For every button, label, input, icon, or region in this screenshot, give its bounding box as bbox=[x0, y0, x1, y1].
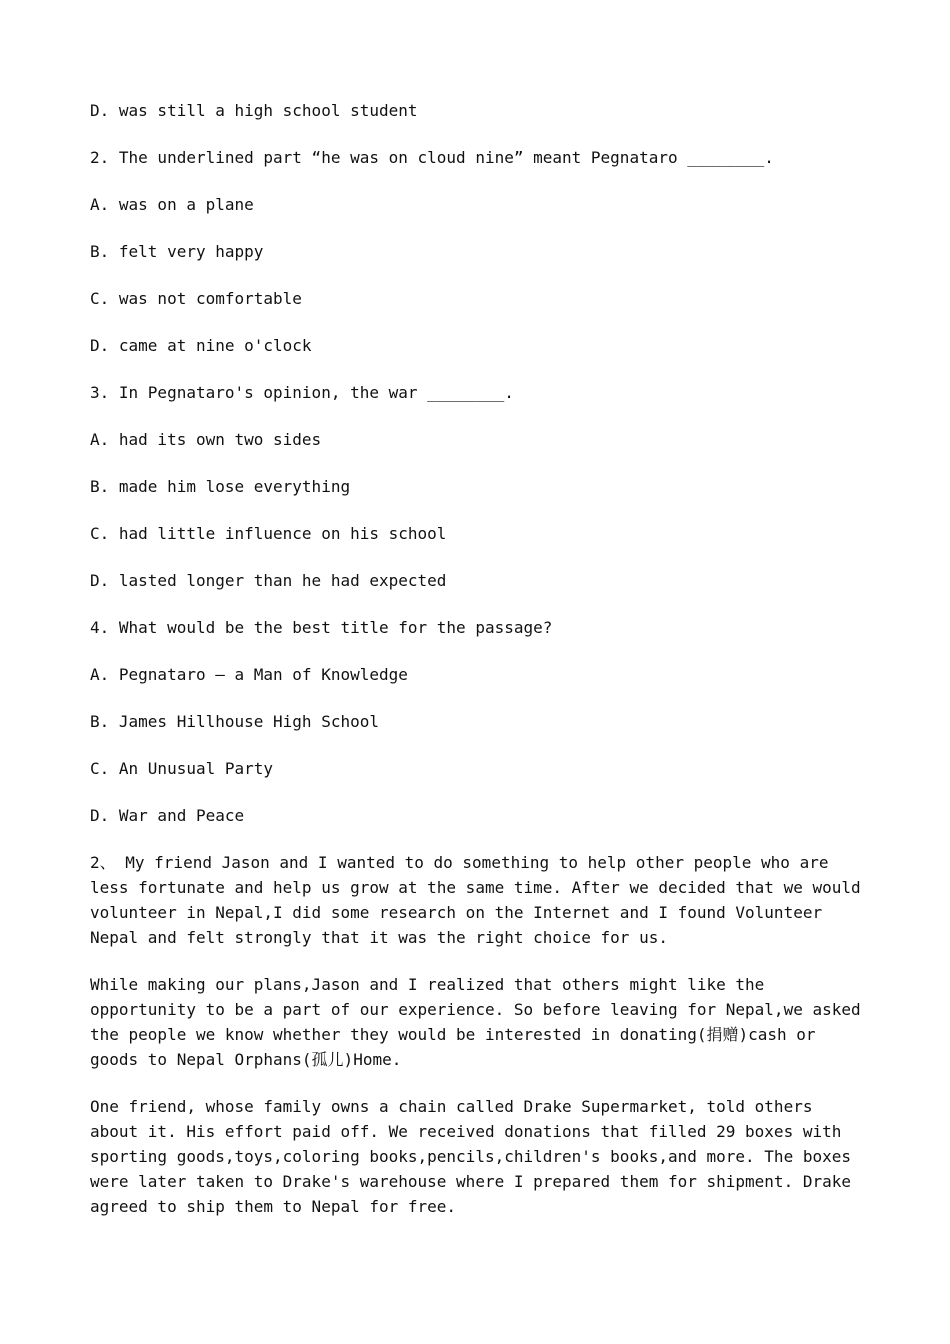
q2-option-d: D. came at nine o'clock bbox=[90, 336, 312, 355]
passage-2-paragraph-3: One friend, whose family owns a chain called Drake Supermarket, told others about it. His effort paid off. We received donations that filled 29 boxes with sporting goods,toys,coloring books,pencils,children's books,and more. The boxes were later taken to Drake's warehouse where I prepared them for shipment. Drake agreed to ship them to Nepal for free. bbox=[90, 1097, 851, 1216]
question-3: 3. In Pegnataro's opinion, the war ________. bbox=[90, 383, 514, 402]
q2-option-c: C. was not comfortable bbox=[90, 289, 302, 308]
q3-option-a: A. had its own two sides bbox=[90, 430, 322, 449]
passage-2-paragraph-2: While making our plans,Jason and I realized that others might like the opportunity to be a part of our experience. So before leaving for Nepal,we asked the people we know whether they would be interested in donating(捐赠)cash or goods to Nepal Orphans(孤儿)Home. bbox=[90, 975, 861, 1069]
q4-option-d: D. War and Peace bbox=[90, 806, 245, 825]
q2-option-b: B. felt very happy bbox=[90, 242, 264, 261]
question-2: 2. The underlined part “he was on cloud nine” meant Pegnataro ________. bbox=[90, 148, 774, 167]
q4-option-a: A. Pegnataro — a Man of Knowledge bbox=[90, 665, 408, 684]
q4-option-b: B. James Hillhouse High School bbox=[90, 712, 379, 731]
q3-option-d: D. lasted longer than he had expected bbox=[90, 571, 447, 590]
q3-option-b: B. made him lose everything bbox=[90, 477, 351, 496]
document-page bbox=[90, 98, 860, 1241]
q4-option-c: C. An Unusual Party bbox=[90, 759, 274, 778]
q2-option-a: A. was on a plane bbox=[90, 195, 254, 214]
q3-option-c: C. had little influence on his school bbox=[90, 524, 447, 543]
q1-option-d: D. was still a high school student bbox=[90, 101, 418, 120]
question-4: 4. What would be the best title for the passage? bbox=[90, 618, 553, 637]
passage-2-paragraph-1: 2、 My friend Jason and I wanted to do something to help other people who are less fortunate and help us grow at the same time. After we decided that we would volunteer in Nepal,I did some research on the Internet and I found Volunteer Nepal and felt strongly that it was the right choice for us. bbox=[90, 853, 861, 947]
